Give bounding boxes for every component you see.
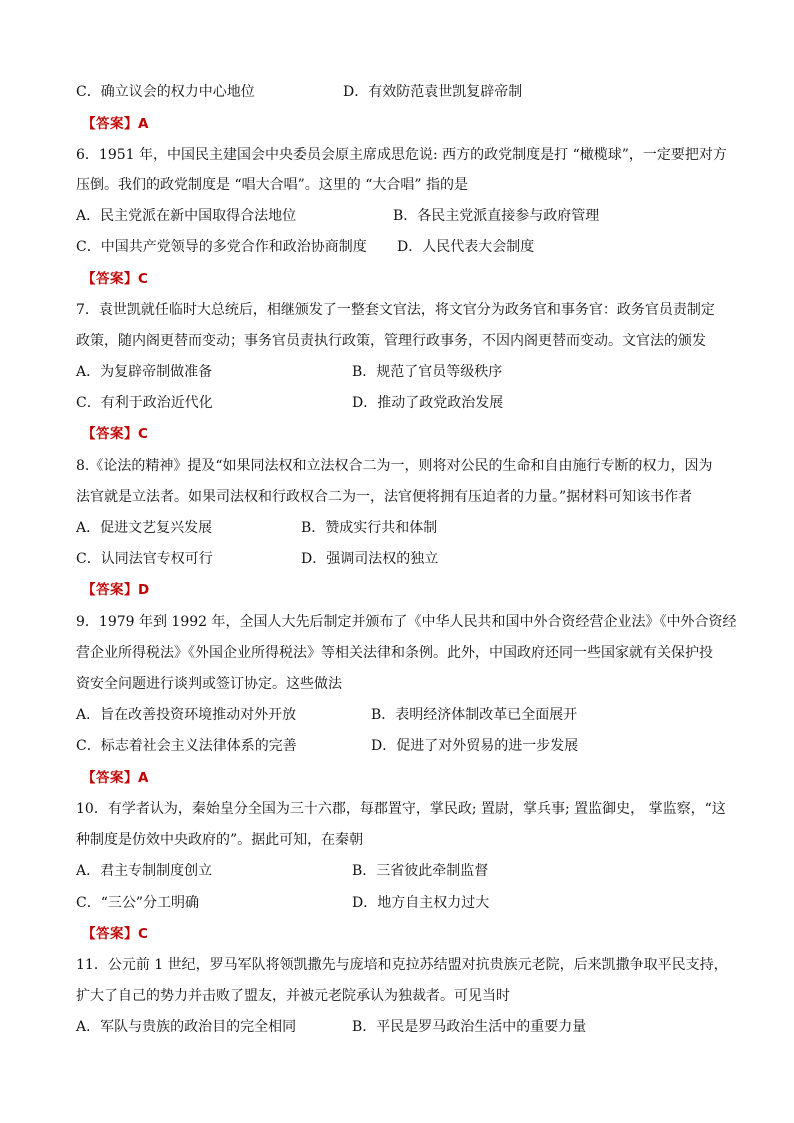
q10-option-b: B．三省彼此牵制监督 xyxy=(352,863,489,879)
q9-option-b: B．表明经济体制改革已全面展开 xyxy=(371,707,578,723)
q9-stem-line-3: 资安全问题进行谈判或签订协定。这些做法 xyxy=(76,676,342,692)
q8-option-a: A．促进文艺复兴发展 xyxy=(76,520,213,536)
q9-stem-line-2: 营企业所得税法》《外国企业所得税法》等相关法律和条例。此外，中国政府还同一些国家就有关保护投 xyxy=(76,645,713,661)
answer-value: D xyxy=(138,582,150,598)
q5-option-c: C．确立议会的权力中心地位 xyxy=(76,84,255,100)
q11-option-b: B．平民是罗马政治生活中的重要力量 xyxy=(352,1019,587,1035)
q10-stem-line-1: 10．有学者认为，秦始皇分全国为三十六郡，每郡置守，掌民政; 置尉，掌兵事; 置监御史， 掌监察，“这 xyxy=(76,801,726,817)
answer-value: A xyxy=(138,770,149,786)
q7-option-b: B．规范了官员等级秩序 xyxy=(352,364,503,380)
q10-stem-line-2: 种制度是仿效中央政府的”。据此可知，在秦朝 xyxy=(76,832,364,848)
q8-stem-line-2: 法官就是立法者。如果司法权和行政权合二为一，法官便将拥有压迫者的力量。”据材料可知该书作者 xyxy=(76,489,693,505)
answer-label: 【答案】 xyxy=(82,116,138,132)
answer-value: A xyxy=(138,116,149,132)
q9-stem-line-1: 9．1979 年到 1992 年，全国人大先后制定并颁布了《中华人民共和国中外合资经营企业法》《中外合资经 xyxy=(76,614,737,630)
q5-answer xyxy=(82,114,149,134)
q8-stem-line-1: 8.《论法的精神》提及“如果同法权和立法权合二为一，则将对公民的生命和自由施行专断的权力，因为 xyxy=(76,458,713,474)
q10-option-d: D．地方自主权力过大 xyxy=(352,895,490,911)
q10-option-c: C．“三公”分工明确 xyxy=(76,895,200,911)
q5-option-d: D．有效防范袁世凯复辟帝制 xyxy=(343,84,523,100)
answer-label: 【答案】 xyxy=(82,426,138,442)
answer-label: 【答案】 xyxy=(82,271,138,287)
answer-label: 【答案】 xyxy=(82,582,138,598)
q8-option-c: C．认同法官专权可行 xyxy=(76,551,213,567)
q9-option-a: A．旨在改善投资环境推动对外开放 xyxy=(76,707,297,723)
q6-stem-line-2: 压倒。我们的政党制度是 “唱大合唱”。这里的 “大合唱” 指的是 xyxy=(76,177,468,193)
q6-option-d: D．人民代表大会制度 xyxy=(397,239,535,255)
q8-answer xyxy=(82,580,150,600)
q7-stem-line-1: 7．袁世凯就任临时大总统后，相继颁发了一整套文官法，将文官分为政务官和事务官：政务官员责制定 xyxy=(76,302,715,318)
answer-value: C xyxy=(138,926,149,942)
q9-option-d: D．促进了对外贸易的进一步发展 xyxy=(371,738,579,754)
q6-answer xyxy=(82,269,148,289)
q8-option-d: D．强调司法权的独立 xyxy=(301,551,439,567)
q7-option-d: D．推动了政党政治发展 xyxy=(352,395,504,411)
q6-option-b: B．各民主党派直接参与政府管理 xyxy=(393,208,600,224)
q6-stem-line-1: 6．1951 年，中国民主建国会中央委员会原主席成思危说: 西方的政党制度是打 “橄榄球”，一定要把对方 xyxy=(76,147,727,163)
q10-answer xyxy=(82,924,148,944)
q8-option-b: B．赞成实行共和体制 xyxy=(301,520,438,536)
answer-value: C xyxy=(138,426,149,442)
q9-option-c: C．标志着社会主义法律体系的完善 xyxy=(76,738,297,754)
q7-option-c: C．有利于政治近代化 xyxy=(76,395,213,411)
q6-option-a: A．民主党派在新中国取得合法地位 xyxy=(76,208,297,224)
q11-stem-line-2: 扩大了自己的势力并击败了盟友，并被元老院承认为独裁者。可见当时 xyxy=(76,988,510,1004)
answer-label: 【答案】 xyxy=(82,770,138,786)
answer-value: C xyxy=(138,271,149,287)
q9-answer xyxy=(82,768,149,788)
q11-option-a: A．军队与贵族的政治目的完全相同 xyxy=(76,1019,297,1035)
q11-stem-line-1: 11．公元前 1 世纪，罗马军队将领凯撒先与庞培和克拉苏结盟对抗贵族元老院，后来凯撒争取平民支持， xyxy=(76,957,728,973)
q10-option-a: A．君主专制制度创立 xyxy=(76,863,213,879)
q6-option-c: C．中国共产党领导的多党合作和政治协商制度 xyxy=(76,239,367,255)
q7-option-a: A．为复辟帝制做准备 xyxy=(76,364,213,380)
q7-answer xyxy=(82,424,148,444)
answer-label: 【答案】 xyxy=(82,926,138,942)
q7-stem-line-2: 政策，随内阁更替而变动；事务官员责执行政策，管理行政事务，不因内阁更替而变动。文官法的颁发 xyxy=(76,333,706,349)
